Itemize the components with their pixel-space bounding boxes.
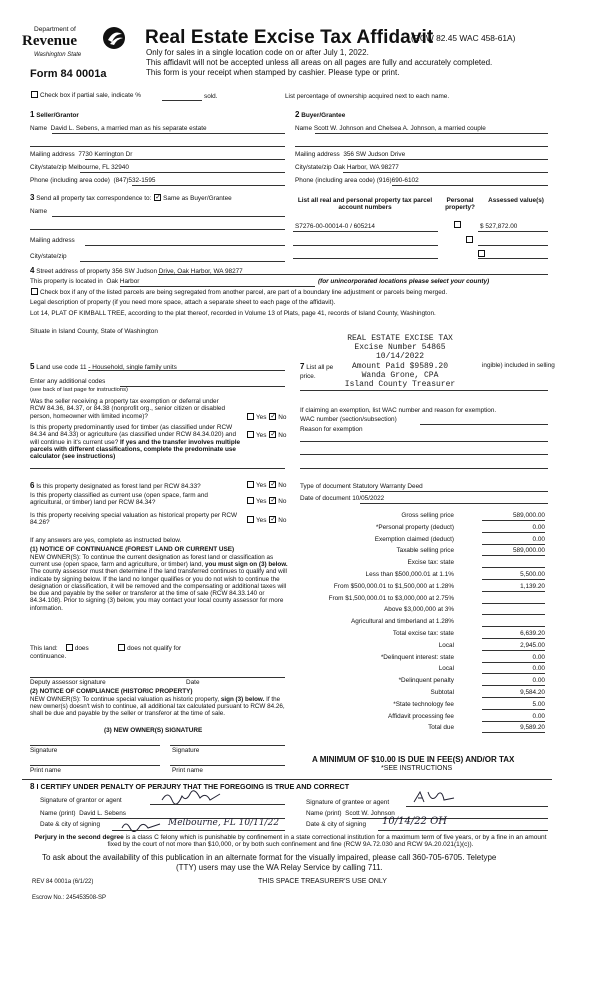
same-as-buyer-checkbox[interactable]: ✓ xyxy=(155,193,161,201)
tax-label: Local xyxy=(438,665,454,673)
buyer-city-row: City/state/zip Oak Harbor, WA 98277 xyxy=(295,164,399,171)
timber-yn: Yes ✓ No xyxy=(246,432,286,440)
partial-sale-label: Check box if partial sale, indicate % xyxy=(40,92,141,100)
tax-value: 5,500.00 xyxy=(482,571,545,580)
tax-value xyxy=(482,618,545,627)
tax-value xyxy=(482,559,545,568)
timber-no-checkbox[interactable]: ✓ xyxy=(270,431,277,438)
land-use-code: 11 - Household, single family units xyxy=(79,364,177,371)
grantor-name: David L. Sebens xyxy=(79,810,126,817)
current-use-yn: Yes ✓ No xyxy=(246,498,286,506)
historic-yes-checkbox[interactable] xyxy=(247,516,254,523)
state-line: Washington State xyxy=(34,52,82,58)
exemption-question: Was the seller receiving a property tax exemption or deferral under RCW 84.36, 84.37, or 84.38 (nonprofit org., senior citizen or disabled person, homeowner with limited income)? xyxy=(30,398,226,420)
tax-label: Local xyxy=(438,641,454,649)
parcel-value: $ 527,872.00 xyxy=(480,223,518,230)
additional-codes: Enter any additional codes xyxy=(30,378,106,385)
forest-q: 6 Is this property designated as forest land per RCW 84.33? xyxy=(30,481,201,490)
situate-text: Situate in Island County, State of Washington xyxy=(30,328,158,335)
buyer-name: Scott W. Johnson and Chelsea A. Johnson, a married couple xyxy=(313,125,486,132)
grantee-sig-label: Signature of grantee or agent xyxy=(306,799,390,806)
personal-checkbox-1[interactable] xyxy=(454,221,461,228)
exemption-claim: If claiming an exemption, list WAC number and reason for exemption. xyxy=(300,407,497,414)
tax-label: *Delinquent penalty xyxy=(398,677,454,685)
sec7-row: 7 List all pe xyxy=(300,362,334,371)
buyer-heading: 2 Buyer/Grantee xyxy=(295,110,346,119)
current-use-yes-checkbox[interactable] xyxy=(247,497,254,504)
new-owner-sig-heading: (3) NEW OWNER(S) SIGNATURE xyxy=(104,727,203,734)
forest-no-checkbox[interactable]: ✓ xyxy=(270,481,277,488)
deputy-sig: Deputy assessor signature xyxy=(30,679,106,686)
doc-type-row: Type of document Statutory Warranty Deed xyxy=(300,483,423,490)
forest-yes-checkbox[interactable] xyxy=(247,481,254,488)
tax-label: *Delinquent interest: state xyxy=(380,653,454,661)
notice-2-text: NEW OWNER(S): To continue special valuation as historic property, sign (3) below. If the new owner(s) doesn't wish to continue, all additional tax calculated pursuant to RCW 84.26, shall be due and payable by the seller or transferor at the time of sale. xyxy=(30,696,285,718)
alt-format-1: To ask about the availability of this publication in an alternate format for the visually impaired, please call 360-705-6705. Teletype xyxy=(42,853,497,862)
personal-checkbox-2[interactable] xyxy=(466,236,473,243)
tax-label: Gross selling price xyxy=(401,512,454,519)
sec3-name: Name xyxy=(30,208,48,215)
sec3-mail: Mailing address xyxy=(30,237,75,244)
buyer-mail-row: Mailing address 356 SW Judson Drive xyxy=(295,151,406,158)
grantor-date: Melbourne, FL 10/11/22 xyxy=(168,818,280,828)
wac-number: WAC number (section/subsection) xyxy=(300,416,397,423)
header-line-3: This form is your receipt when stamped by cashier. Please type or print. xyxy=(146,68,400,77)
sec3-city: City/state/zip xyxy=(30,253,67,260)
sec4-location-row: This property is located in Oak Harbor xyxy=(30,278,140,285)
notice-1-heading: (1) NOTICE OF CONTINUANCE (FOREST LAND OR CURRENT USE) xyxy=(30,546,235,553)
tax-label: *Personal property (deduct) xyxy=(375,523,454,531)
tax-label: Taxable selling price xyxy=(396,547,454,555)
tax-value: 0.00 xyxy=(482,713,545,722)
parcel-header: List all real and personal property tax parcel account numbers xyxy=(297,197,433,212)
tax-value: 9,589.20 xyxy=(482,724,545,733)
revenue-logo-icon xyxy=(102,26,126,50)
seller-mail-row: Mailing address 7730 Kerrington Dr xyxy=(30,151,133,158)
buyer-phone: (916)690-6102 xyxy=(376,177,419,184)
see-instructions: *SEE INSTRUCTIONS xyxy=(381,765,453,772)
grantor-signature xyxy=(160,788,230,810)
continuance: continuance. xyxy=(30,653,67,660)
revenue-wordmark: Revenue xyxy=(22,33,77,49)
notice-2-heading: (2) NOTICE OF COMPLIANCE (HISTORIC PROPERTY) xyxy=(30,688,193,695)
seller-mail: 7730 Kerrington Dr xyxy=(78,151,133,158)
seller-city-row: City/state/zip Melbourne, FL 32940 xyxy=(30,164,129,171)
tax-label: Exemption claimed (deduct) xyxy=(374,535,454,543)
historic-no-checkbox[interactable]: ✓ xyxy=(270,516,277,523)
form-title: Real Estate Excise Tax Affidavit xyxy=(145,27,434,48)
tax-label: Total due xyxy=(428,724,454,732)
land-use-row: 5 Land use code 11 - Household, single family units xyxy=(30,362,177,371)
seller-name-row: Name David L. Sebens, a married man as his separate estate xyxy=(30,125,207,132)
sec7-row-b: ingible) included in selling xyxy=(482,362,555,369)
tax-value: 0.00 xyxy=(482,654,545,663)
partial-sale-row xyxy=(30,92,141,100)
partial-sold: sold. xyxy=(204,93,218,100)
buyer-name-row: Name Scott W. Johnson and Chelsea A. Johnson, a married couple xyxy=(295,125,486,132)
seller-name: David L. Sebens, a married man as his separate estate xyxy=(50,125,207,132)
alt-format-2: (TTY) users may use the WA Relay Service by calling 711. xyxy=(176,863,383,872)
tax-label: From $500,000.01 to $1,500,000 at 1.28% xyxy=(333,582,454,590)
notice-1-text: NEW OWNER(S): To continue the current designation as forest land or classification as current use (open space, farm and agriculture, or timber) land, you must sign on (3) below. The county assessor must then determine if the land transferred continues to qualify and will indicate by signing below. If the land no longer qualifies or you do not wish to continue the designation or classification, it will be removed and the compensating or additional taxes will be due and payable by the seller or transferor at the time of sale (RCW 84.33.140 or 84.34.108). Prior to signing (3) below, you may contact your local county assessor for more information. xyxy=(30,554,288,612)
grantor-sig-label: Signature of grantor or agent xyxy=(40,797,122,804)
segregated-checkbox[interactable] xyxy=(31,288,38,295)
does-checkbox[interactable] xyxy=(66,644,73,651)
current-use-q: Is this property classified as current use (open space, farm and agricultural, or timber) land per RCW 84.34? xyxy=(30,492,208,507)
dept-line: Department of xyxy=(34,26,76,33)
perjury-text: Perjury in the second degree is a class C felony which is punishable by confinement in a state correctional institution for a maximum term of five years, or by a fine in an amount fixed by the court of not more than $10,000, or by both such confinement and fine (RCW 9A.72.030 and RCW 9A.20.021(1)(c)). xyxy=(34,834,547,849)
current-use-no-checkbox[interactable]: ✓ xyxy=(270,497,277,504)
sec4-address-row: 4 Street address of property 356 SW Judson Drive, Oak Harbor, WA 98277 xyxy=(30,266,243,275)
grantor-date-row: Date & city of signing xyxy=(40,821,101,828)
seller-city: Melbourne, FL 32940 xyxy=(68,164,129,171)
exemption-yn: Yes ✓ No xyxy=(246,414,286,422)
tax-value: 6,639.20 xyxy=(482,630,545,639)
logo xyxy=(18,22,130,64)
tax-value: 9,584.20 xyxy=(482,689,545,698)
timber-yes-checkbox[interactable] xyxy=(247,431,254,438)
tax-label: Above $3,000,000 at 3% xyxy=(384,606,454,614)
tax-value: 589,000.00 xyxy=(482,547,545,556)
seller-phone-row: Phone (including area code) (847)532-1595 xyxy=(30,177,156,184)
segregated-row: Check box if any of the listed parcels are being segregated from another parcel, are part of a boundary line adjustment or parcels being merged. xyxy=(30,289,447,297)
grantor-print-row: Name (print) David L. Sebens xyxy=(40,810,126,817)
tax-label: From $1,500,000.01 to $3,000,000 at 2.75% xyxy=(328,594,454,602)
see-back: (see back of last page for instructions) xyxy=(30,387,128,393)
tax-label: Less than $500,000.01 at 1.1% xyxy=(365,571,454,578)
legal-label: Legal description of property (if you need more space, attach a separate sheet to each page of the affidavit). xyxy=(30,299,336,306)
doc-type: Statutory Warranty Deed xyxy=(352,483,423,490)
doc-date: 10/05/2022 xyxy=(352,495,385,502)
owner-sig-1: Signature xyxy=(30,747,58,754)
grantee-name: Scott W. Johnson xyxy=(345,810,395,817)
tax-value: 0.00 xyxy=(482,677,545,686)
tax-value: 0.00 xyxy=(482,665,545,674)
buyer-mail: 356 SW Judson Drive xyxy=(343,151,406,158)
grantee-print-row: Name (print) Scott W. Johnson xyxy=(306,810,395,817)
minimum-notice: A MINIMUM OF $10.00 IS DUE IN FEE(S) AND/OR TAX xyxy=(312,755,515,764)
historic-q: Is this property receiving special valuation as historical property per RCW 84.26? xyxy=(30,512,238,527)
legal-description: Lot 14, PLAT OF KIMBALL TREE, according to the plat thereof, recorded in Volume 13 of Plats, page 41, records of Island County, Washington. xyxy=(30,310,436,317)
tax-label: Subtotal xyxy=(430,689,454,696)
treasurer-space: THIS SPACE TREASURER'S USE ONLY xyxy=(258,878,387,885)
forest-yn: Yes ✓ No xyxy=(246,482,286,490)
header-line-1: Only for sales in a single location code on or after July 1, 2022. xyxy=(146,48,369,57)
exemption-no-checkbox[interactable]: ✓ xyxy=(270,413,277,420)
seller-phone: (847)532-1595 xyxy=(113,177,156,184)
exemption-yes-checkbox[interactable] xyxy=(247,413,254,420)
grantee-date-row: Date & city of signing xyxy=(306,821,367,828)
tax-label: *State technology fee xyxy=(393,700,454,708)
property-location: Oak Harbor xyxy=(106,278,140,285)
buyer-city: Oak Harbor, WA 98277 xyxy=(333,164,399,171)
reason-exemption: Reason for exemption xyxy=(300,426,363,433)
owner-sig-2: Signature xyxy=(172,747,200,754)
sec3-heading: 3 Send all property tax correspondence to: ✓ Same as Buyer/Grantee xyxy=(30,193,232,202)
tax-value: 0.00 xyxy=(482,524,545,533)
tax-value xyxy=(482,595,545,604)
tax-value: 1,139.20 xyxy=(482,583,545,592)
tax-label: Excise tax: state xyxy=(407,559,454,567)
tax-value: 589,000.00 xyxy=(482,512,545,521)
rev-number: REV 84 0001a (6/1/22) xyxy=(32,879,94,885)
land-qualify-row: This land: does does not qualify for xyxy=(30,645,182,653)
personal-header: Personal property? xyxy=(445,197,475,212)
tax-value: 5.00 xyxy=(482,701,545,710)
property-address: 356 SW Judson Drive, Oak Harbor, WA 98277 xyxy=(111,268,243,275)
does-not-checkbox[interactable] xyxy=(118,644,125,651)
seller-heading: 1 Seller/Grantor xyxy=(30,110,79,119)
owner-print-2: Print name xyxy=(172,767,203,774)
if-yes-note: If any answers are yes, complete as instructed below. xyxy=(30,537,182,544)
sec7-price: price. xyxy=(300,373,316,380)
assessed-header: Assessed value(s) xyxy=(488,197,544,204)
grantee-date: 10/14/22 OH xyxy=(382,816,448,827)
tax-value: 2,945.00 xyxy=(482,642,545,651)
form-number: Form 84 0001a xyxy=(30,68,107,80)
tax-value: 0.00 xyxy=(482,536,545,545)
partial-list-note: List percentage of ownership acquired next to each name. xyxy=(285,93,450,100)
doc-date-row: Date of document 10/05/2022 xyxy=(300,495,385,502)
buyer-phone-row: Phone (including area code) (916)690-6102 xyxy=(295,177,419,184)
parcel-number: S7276-00-00014-0 / 605214 xyxy=(295,223,375,230)
deputy-date: Date xyxy=(186,679,200,686)
tax-label: Agricultural and timberland at 1.28% xyxy=(350,618,454,626)
loc-note: (for unincorporated locations please select your county) xyxy=(318,278,490,285)
owner-print-1: Print name xyxy=(30,767,61,774)
header-line-2: This affidavit will not be accepted unless all areas on all pages are fully and accurately completed. xyxy=(146,58,493,67)
treasurer-stamp: REAL ESTATE EXCISE TAX Excise Number 54865 10/14/2022 Amount Paid $9589.20 Wanda Grone, CPA Island County Treasurer xyxy=(344,334,456,389)
partial-sale-checkbox[interactable] xyxy=(31,91,38,98)
historic-yn: Yes ✓ No xyxy=(246,517,286,525)
escrow-number: Escrow No.: 245453508-SP xyxy=(32,895,107,901)
tax-label: Affidavit processing fee xyxy=(388,712,454,720)
tax-label: Total excise tax: state xyxy=(392,630,454,637)
certify-heading: 8 I CERTIFY UNDER PENALTY OF PERJURY THAT THE FOREGOING IS TRUE AND CORRECT xyxy=(30,782,350,791)
timber-question: Is this property predominantly used for timber (as classified under RCW 84.34 and 84.33) or agriculture (as classified under RCW 84.34.020) and will continue in it's current use? If yes and the transfer involves multiple parcels with different classifications, complete the predominate use calculator (see instructions) xyxy=(30,424,241,461)
personal-checkbox-3[interactable] xyxy=(478,250,485,257)
statute: (RCW 82.45 WAC 458-61A) xyxy=(411,33,516,43)
tax-value xyxy=(482,606,545,615)
